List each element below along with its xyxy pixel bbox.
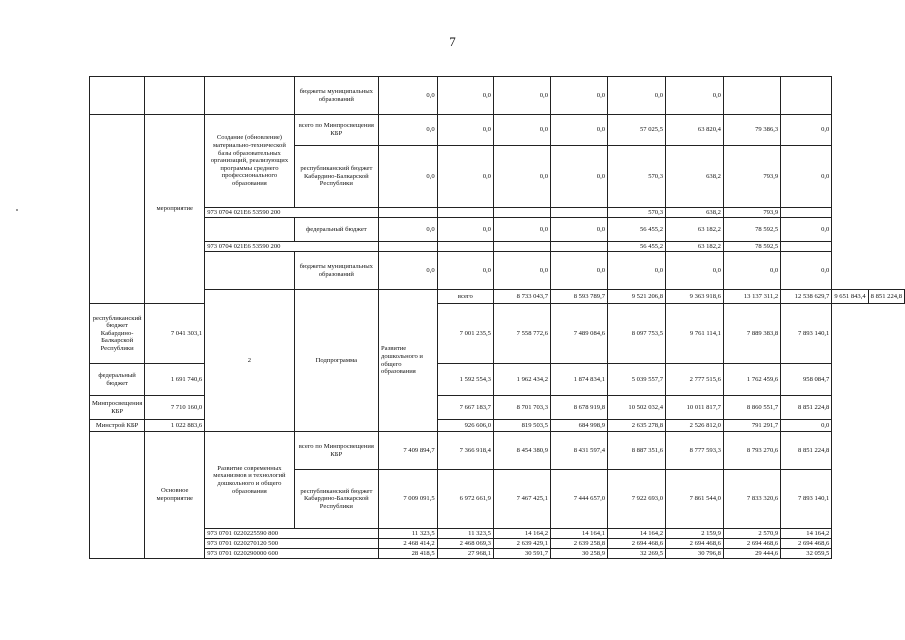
funding-source: республиканский бюджет Кабардино-Балкарской Республики (294, 146, 378, 208)
value-cell: 9 363 918,6 (666, 290, 724, 304)
value-cell: 32 269,5 (608, 549, 666, 559)
value-cell: 2 694 468,6 (781, 539, 832, 549)
value-cell: 63 182,2 (666, 218, 724, 242)
value-cell: 0,0 (379, 218, 438, 242)
table-row (90, 77, 905, 115)
value-cell: 8 851 224,8 (781, 432, 832, 470)
value-cell: 8 701 703,3 (493, 396, 550, 420)
value-cell: 11 323,5 (379, 529, 438, 539)
value-cell: 14 164,2 (608, 529, 666, 539)
value-cell: 7 893 140,1 (781, 304, 832, 364)
row-type-label: Подпрограмма (294, 290, 378, 432)
value-cell: 2 694 468,6 (723, 539, 780, 549)
value-cell: 7 489 084,6 (551, 304, 608, 364)
value-cell: 570,3 (608, 146, 666, 208)
funding-source: всего (437, 290, 493, 304)
value-cell: 2 694 468,6 (666, 539, 724, 549)
value-cell (437, 242, 493, 252)
value-cell: 0,0 (493, 77, 550, 115)
budget-code: 973 0701 0220270120 500 (205, 539, 379, 549)
value-cell: 56 455,2 (608, 218, 666, 242)
value-cell: 2 159,9 (666, 529, 724, 539)
value-cell: 30 258,9 (551, 549, 608, 559)
table-row (90, 290, 905, 304)
blank-cell (145, 77, 205, 115)
activity-name: Создание (обновление) материально-технической базы образовательных организаций, реализующих программы среднего профессионального образования (205, 115, 294, 208)
value-cell: 7 922 693,0 (608, 470, 666, 529)
value-cell: 0,0 (437, 77, 493, 115)
funding-source: республиканский бюджет Кабардино-Балкарской Республики (90, 304, 145, 364)
funding-source: Минпросвещения КБР (90, 396, 145, 420)
value-cell: 2 468 414,2 (379, 539, 438, 549)
value-cell: 0,0 (551, 252, 608, 290)
value-cell: 0,0 (551, 115, 608, 146)
funding-source: бюджеты муниципальных образований (294, 77, 378, 115)
value-cell: 9 761 114,1 (666, 304, 724, 364)
value-cell: 0,0 (781, 218, 832, 242)
value-cell: 1 022 883,6 (145, 420, 205, 432)
value-cell: 8 454 380,9 (493, 432, 550, 470)
value-cell: 7 889 383,8 (723, 304, 780, 364)
value-cell: 11 323,5 (437, 529, 493, 539)
scan-speck (16, 209, 18, 211)
value-cell: 0,0 (781, 146, 832, 208)
blank-cell (205, 77, 294, 115)
value-cell: 0,0 (493, 115, 550, 146)
value-cell: 0,0 (551, 146, 608, 208)
section-number: 2 (205, 290, 294, 432)
value-cell: 7 558 772,6 (493, 304, 550, 364)
value-cell: 0,0 (781, 252, 832, 290)
value-cell: 8 431 597,4 (551, 432, 608, 470)
value-cell: 7 467 425,1 (493, 470, 550, 529)
value-cell (781, 77, 832, 115)
value-cell: 0,0 (437, 252, 493, 290)
funding-source: Минстрой КБР (90, 420, 145, 432)
value-cell: 7 001 235,5 (437, 304, 493, 364)
activity-name: Развитие современных механизмов и технологий дошкольного и общего образования (205, 432, 294, 529)
value-cell: 1 691 740,6 (145, 364, 205, 396)
value-cell: 2 635 278,8 (608, 420, 666, 432)
page-number: 7 (449, 34, 456, 49)
value-cell: 1 592 554,3 (437, 364, 493, 396)
value-cell (781, 242, 832, 252)
value-cell (437, 208, 493, 218)
value-cell (723, 77, 780, 115)
value-cell (493, 208, 550, 218)
value-cell: 57 025,5 (608, 115, 666, 146)
blank-cell (90, 77, 145, 115)
value-cell: 27 968,1 (437, 549, 493, 559)
value-cell: 30 796,8 (666, 549, 724, 559)
value-cell (379, 242, 438, 252)
value-cell: 8 860 551,7 (723, 396, 780, 420)
value-cell: 7 710 160,0 (145, 396, 205, 420)
value-cell: 7 041 303,1 (145, 304, 205, 364)
value-cell: 819 503,5 (493, 420, 550, 432)
value-cell: 8 593 789,7 (551, 290, 608, 304)
value-cell: 2 639 258,8 (551, 539, 608, 549)
value-cell (781, 208, 832, 218)
budget-code: 973 0704 021E6 53590 200 (205, 242, 379, 252)
value-cell: 0,0 (437, 218, 493, 242)
value-cell: 8 793 270,6 (723, 432, 780, 470)
value-cell: 2 694 468,6 (608, 539, 666, 549)
value-cell: 0,0 (493, 218, 550, 242)
value-cell (379, 208, 438, 218)
value-cell: 8 851 224,8 (868, 290, 904, 304)
table-row (90, 218, 905, 242)
value-cell: 28 418,5 (379, 549, 438, 559)
value-cell: 13 137 311,2 (723, 290, 780, 304)
value-cell: 0,0 (608, 77, 666, 115)
value-cell: 1 962 434,2 (493, 364, 550, 396)
budget-table (89, 76, 905, 559)
value-cell: 0,0 (781, 115, 832, 146)
value-cell: 7 893 140,1 (781, 470, 832, 529)
funding-source: всего по Минпросвещения КБР (294, 115, 378, 146)
value-cell: 10 502 032,4 (608, 396, 666, 420)
value-cell: 6 972 661,9 (437, 470, 493, 529)
value-cell: 14 164,1 (551, 529, 608, 539)
value-cell: 0,0 (608, 252, 666, 290)
value-cell: 958 084,7 (781, 364, 832, 396)
value-cell: 29 444,6 (723, 549, 780, 559)
value-cell: 7 409 894,7 (379, 432, 438, 470)
blank-cell (90, 115, 145, 304)
table-row (90, 529, 905, 539)
value-cell: 7 444 657,0 (551, 470, 608, 529)
table-row (90, 252, 905, 290)
value-cell: 8 777 593,3 (666, 432, 724, 470)
row-type-label: мероприятие (145, 115, 205, 304)
value-cell: 0,0 (666, 77, 724, 115)
value-cell: 791 291,7 (723, 420, 780, 432)
value-cell (551, 208, 608, 218)
funding-source: федеральный бюджет (90, 364, 145, 396)
table-row (90, 549, 905, 559)
table-row (90, 539, 905, 549)
value-cell: 0,0 (379, 77, 438, 115)
value-cell: 30 591,7 (493, 549, 550, 559)
value-cell: 0,0 (551, 218, 608, 242)
value-cell: 14 164,2 (781, 529, 832, 539)
funding-source: бюджеты муниципальных образований (294, 252, 378, 290)
value-cell: 638,2 (666, 146, 724, 208)
value-cell: 2 468 069,3 (437, 539, 493, 549)
subprogram-name: Развитие дошкольного и общего образования (379, 290, 438, 432)
blank-cell (205, 218, 294, 242)
value-cell: 0,0 (781, 420, 832, 432)
value-cell: 14 164,2 (493, 529, 550, 539)
value-cell: 638,2 (666, 208, 724, 218)
value-cell: 9 521 206,8 (608, 290, 666, 304)
table-row (90, 115, 905, 146)
value-cell: 8 733 043,7 (493, 290, 550, 304)
value-cell: 7 861 544,0 (666, 470, 724, 529)
value-cell: 0,0 (379, 115, 438, 146)
value-cell: 9 651 843,4 (832, 290, 868, 304)
budget-code: 973 0704 021E6 53590 200 (205, 208, 379, 218)
value-cell: 7 667 183,7 (437, 396, 493, 420)
value-cell: 5 039 557,7 (608, 364, 666, 396)
table-row (90, 208, 905, 218)
value-cell (551, 242, 608, 252)
value-cell: 78 592,5 (723, 242, 780, 252)
value-cell: 2 777 515,6 (666, 364, 724, 396)
value-cell: 2 570,9 (723, 529, 780, 539)
value-cell: 793,9 (723, 146, 780, 208)
row-type-label: Основное мероприятие (145, 432, 205, 559)
value-cell (493, 242, 550, 252)
funding-source: республиканский бюджет Кабардино-Балкарской Республики (294, 470, 378, 529)
value-cell: 63 820,4 (666, 115, 724, 146)
value-cell: 570,3 (608, 208, 666, 218)
value-cell: 0,0 (666, 252, 724, 290)
value-cell: 2 639 429,1 (493, 539, 550, 549)
value-cell: 0,0 (551, 77, 608, 115)
value-cell: 0,0 (493, 146, 550, 208)
value-cell: 32 059,5 (781, 549, 832, 559)
table-row (90, 242, 905, 252)
value-cell: 0,0 (493, 252, 550, 290)
value-cell: 8 097 753,5 (608, 304, 666, 364)
budget-code: 973 0701 0220225590 800 (205, 529, 379, 539)
value-cell: 793,9 (723, 208, 780, 218)
value-cell: 12 538 629,7 (781, 290, 832, 304)
value-cell: 0,0 (723, 252, 780, 290)
value-cell: 1 762 459,6 (723, 364, 780, 396)
value-cell: 684 998,9 (551, 420, 608, 432)
value-cell: 0,0 (379, 146, 438, 208)
value-cell: 7 366 918,4 (437, 432, 493, 470)
value-cell: 2 526 812,0 (666, 420, 724, 432)
value-cell: 8 851 224,8 (781, 396, 832, 420)
funding-source: федеральный бюджет (294, 218, 378, 242)
value-cell: 10 011 817,7 (666, 396, 724, 420)
value-cell: 8 887 351,6 (608, 432, 666, 470)
value-cell: 1 874 834,1 (551, 364, 608, 396)
value-cell: 78 592,5 (723, 218, 780, 242)
value-cell: 8 678 919,8 (551, 396, 608, 420)
value-cell: 0,0 (437, 115, 493, 146)
funding-source: всего по Минпросвещения КБР (294, 432, 378, 470)
blank-cell (90, 432, 145, 559)
blank-cell (205, 252, 294, 290)
value-cell: 7 833 320,6 (723, 470, 780, 529)
value-cell: 926 606,0 (437, 420, 493, 432)
value-cell: 7 009 091,5 (379, 470, 438, 529)
value-cell: 0,0 (437, 146, 493, 208)
value-cell: 56 455,2 (608, 242, 666, 252)
value-cell: 79 386,3 (723, 115, 780, 146)
table-row (90, 432, 905, 470)
value-cell: 0,0 (379, 252, 438, 290)
value-cell: 63 182,2 (666, 242, 724, 252)
budget-code: 973 0701 0220290000 600 (205, 549, 379, 559)
